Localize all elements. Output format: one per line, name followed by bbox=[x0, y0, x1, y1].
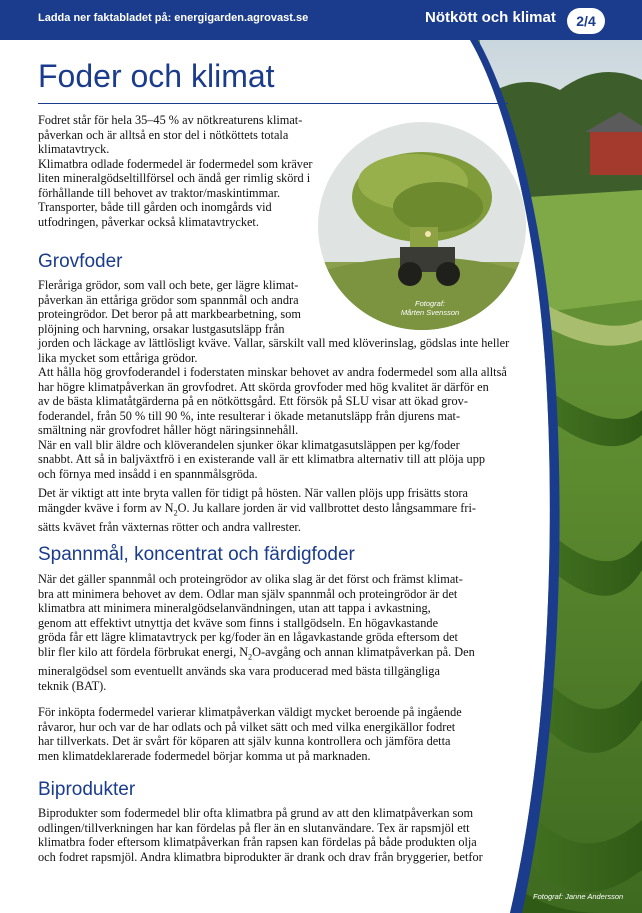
grovfoder-p3-part-c: sätts kvävet från växternas rötter och andra vallrester. bbox=[38, 520, 301, 535]
grovfoder-paragraph-1: Fleråriga grödor, som vall och bete, ger lägre klimat- påverkan än ettåriga grödor som spannmål och andra proteingrödor. Det beror på att markbearbetning, som plöjning och harvning, orsakar lustgasutsläpp från bbox=[38, 278, 301, 336]
header-title: Nötkött och klimat bbox=[425, 9, 556, 26]
header-bar bbox=[0, 0, 642, 40]
page-number-badge: 2/4 bbox=[567, 8, 605, 34]
section-heading-biprodukter: Biprodukter bbox=[38, 779, 136, 800]
circle-photo-credit: Fotograf: Mårten Svensson bbox=[400, 299, 460, 317]
page-title: Foder och klimat bbox=[38, 58, 275, 94]
background-photo-credit: Fotograf: Janne Andersson bbox=[533, 892, 624, 901]
download-text: Ladda ner faktabladet på: energigarden.agrovast.se bbox=[38, 12, 309, 24]
grovfoder-paragraph-2: jorden och läckage av lättlösligt kväve. Vallar, särskilt vall med klöverinslag, gödslas inte heller lika mycket som ettåriga grödor. Att hålla hög grovfoderandel i foderstaten minskar behovet av andra fodermedel som alla alltså har högre klimatpåverkan än grovfodret. Att skörda grovfoder med hög kvalitet är därför en av de bästa klimatåtgärderna på en nötköttsgård. Ett försök på SLU visar att ökad grov- foderandel, från 50 % till 90 %, inte resulterar i ökade metanutsläpp från djurens mat- smältning när grovfodret håller högt näringsinnehåll. När en vall blir äldre och klöverandelen sjunker ökar klimatgasutsläppen per kg/foder snabbt. Att så in baljväxtfrö i en existerande vall är ett klimatbra alternativ till att plöja upp och förnya med insådd i en spannmålsgröda. bbox=[38, 336, 510, 481]
biprodukter-paragraph-1: Biprodukter som fodermedel blir ofta klimatbra på grund av att den klimatpåverkan som odlingen/tillverkningen har kan fördelas på fler än en slutanvändare. Tex är rapsmjöl ett klimatbra foder eftersom klimatpåverkan från rapsen kan fördelas på både produkten olja och fodret rapsmjöl. Andra klimatbra biprodukter är drank och drav från bryggerier, betfor bbox=[38, 806, 483, 864]
grovfoder-p3-part-b: O. Ju kallare jorden är vid vallbrottet desto långsammare fri- bbox=[177, 500, 477, 515]
grovfoder-p3-part-a: Det är viktigt att inte bryta vallen för tidigt på hösten. När vallen plöjs upp frisätts stora mängder kväve i form av N bbox=[38, 486, 468, 515]
title-divider bbox=[38, 103, 508, 104]
spannmal-p1-part-c: mineralgödsel som eventuellt används ska vara producerad med bästa tillgängliga teknik (BAT). bbox=[38, 664, 440, 693]
section-heading-spannmal: Spannmål, koncentrat och färdigfoder bbox=[38, 544, 355, 565]
n2o-subscript-2: 2 bbox=[248, 651, 253, 661]
spannmal-paragraph-1 bbox=[38, 572, 528, 693]
spannmal-paragraph-2: För inköpta fodermedel varierar klimatpåverkan väldigt mycket beroende på ingående råvaror, hur och var de har odlats och på vilket sätt och med vilka energikällor fodret har tillverkats. Det är svårt för köparen att själv kunna kontrollera och jämföra detta men klimatdeklarerade fodermedel börjar komma ut på marknaden. bbox=[38, 705, 462, 763]
spannmal-p1-part-b: O-avgång och annan klimatpåverkan på. Den bbox=[252, 644, 475, 659]
intro-paragraph: Fodret står för hela 35–45 % av nötkreaturens klimat- påverkan och är alltså en stor del i nötköttets totala klimatavtryck. Klimatbra odlade fodermedel är fodermedel som kräver liten mineralgödseltillförsel och ändå ger rimlig skörd i förhållande till behovet av traktor/maskintimmar. Transporter, både till gården och inomgårds vid utfodringen, påverkar också klimatavtrycket. bbox=[38, 113, 313, 229]
grovfoder-paragraph-3 bbox=[38, 486, 528, 535]
section-heading-grovfoder: Grovfoder bbox=[38, 251, 123, 272]
spannmal-p1-part-a: När det gäller spannmål och proteingrödor av olika slag är det först och främst klimat- bra att minimera behovet av dem. Odlar man själv spannmål och proteingrödor är det klimatbra att minimera mineralgödselanvändningen, utan att tappa i avkastning, genom att effektivt utnyttja det kväve som finns i stallgödseln. En högavkastande gröda får ett lägre klimatavtryck per kg/foder än en lågavkastande gröda eftersom det blir fler kilo att fördela förbrukat energi, N bbox=[38, 572, 463, 659]
n2o-subscript: 2 bbox=[173, 507, 178, 517]
